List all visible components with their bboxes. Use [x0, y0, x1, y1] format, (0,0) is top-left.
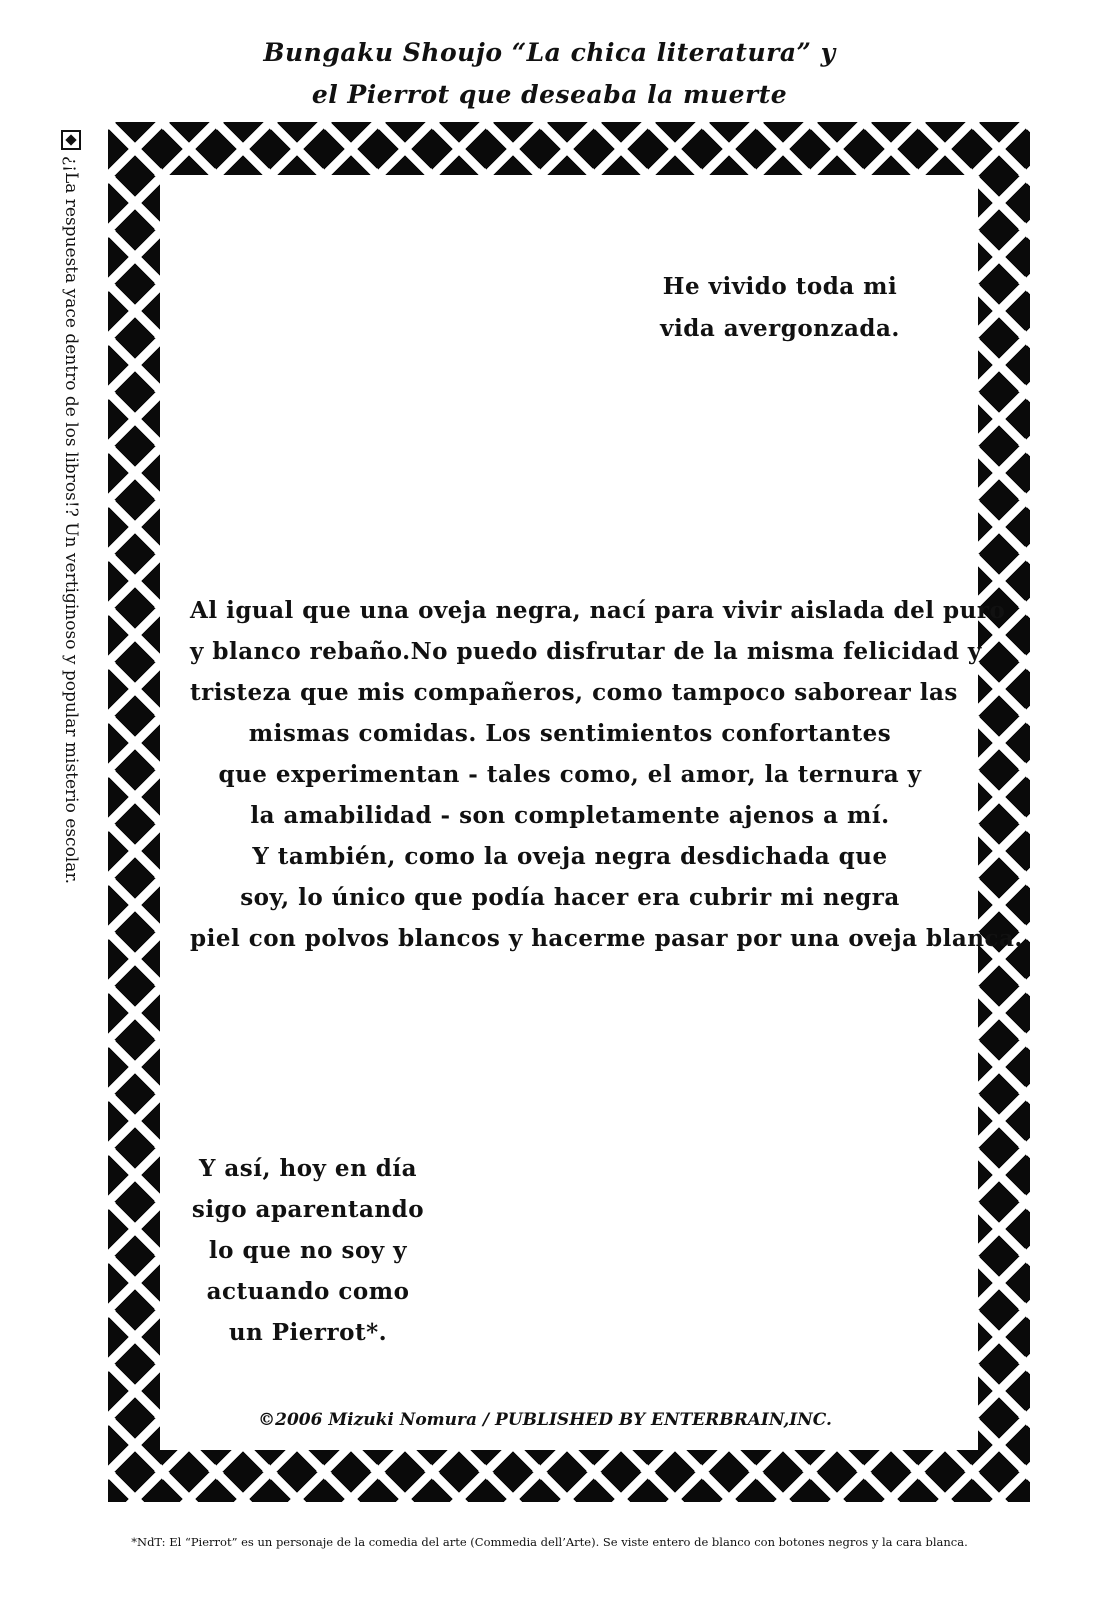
text-line: tristeza que mis compañeros, como tampoco saborear las: [190, 679, 958, 706]
text-line: y blanco rebaño.No puedo disfrutar de la misma felicidad y: [190, 638, 982, 665]
text-line: Y también, como la oveja negra desdichada que: [252, 843, 888, 870]
text-line: mismas comidas. Los sentimientos confortantes: [248, 720, 892, 747]
main-paragraph: [190, 590, 1023, 959]
side-note: [58, 130, 88, 885]
translator-footnote: *NdT: El “Pierrot” es un personaje de la comedia del arte (Commedia dell’Arte). Se viste entero de blanco con botones negros y la cara blanca.: [131, 1535, 968, 1549]
text-line: vida avergonzada.: [660, 315, 900, 342]
opening-text: [600, 266, 960, 350]
text-line: piel con polvos blancos y hacerme pasar por una oveja blanca.: [190, 925, 1023, 952]
text-line: soy, lo único que podía hacer era cubrir mi negra: [240, 884, 900, 911]
text-line: la amabilidad - son completamente ajenos a mí.: [250, 802, 890, 829]
text-line: He vivido toda mi: [662, 273, 898, 300]
text-line: Al igual que una oveja negra, nací para vivir aislada del puro: [190, 597, 1006, 624]
copyright-notice: ©2006 Mizuki Nomura / PUBLISHED BY ENTERBRAIN,INC.: [200, 1407, 890, 1433]
text-line: que experimentan - tales como, el amor, la ternura y: [218, 761, 922, 788]
text-line: Y así, hoy en día: [198, 1155, 418, 1182]
page-title-line-1: Bungaku Shoujo “La chica literatura” y: [263, 38, 836, 67]
side-note-text: ¿¡La respuesta yace dentro de los libros!? Un vertiginoso y popular misterio escolar.: [61, 156, 81, 885]
diamond-in-square-icon: [61, 130, 81, 150]
text-line: sigo aparentando: [191, 1196, 425, 1223]
text-line: un Pierrot*.: [228, 1319, 388, 1346]
closing-text: [188, 1148, 428, 1353]
text-line: lo que no soy y: [208, 1237, 408, 1264]
page-title-line-2: el Pierrot que deseaba la muerte: [311, 80, 788, 109]
text-line: actuando como: [206, 1278, 410, 1305]
